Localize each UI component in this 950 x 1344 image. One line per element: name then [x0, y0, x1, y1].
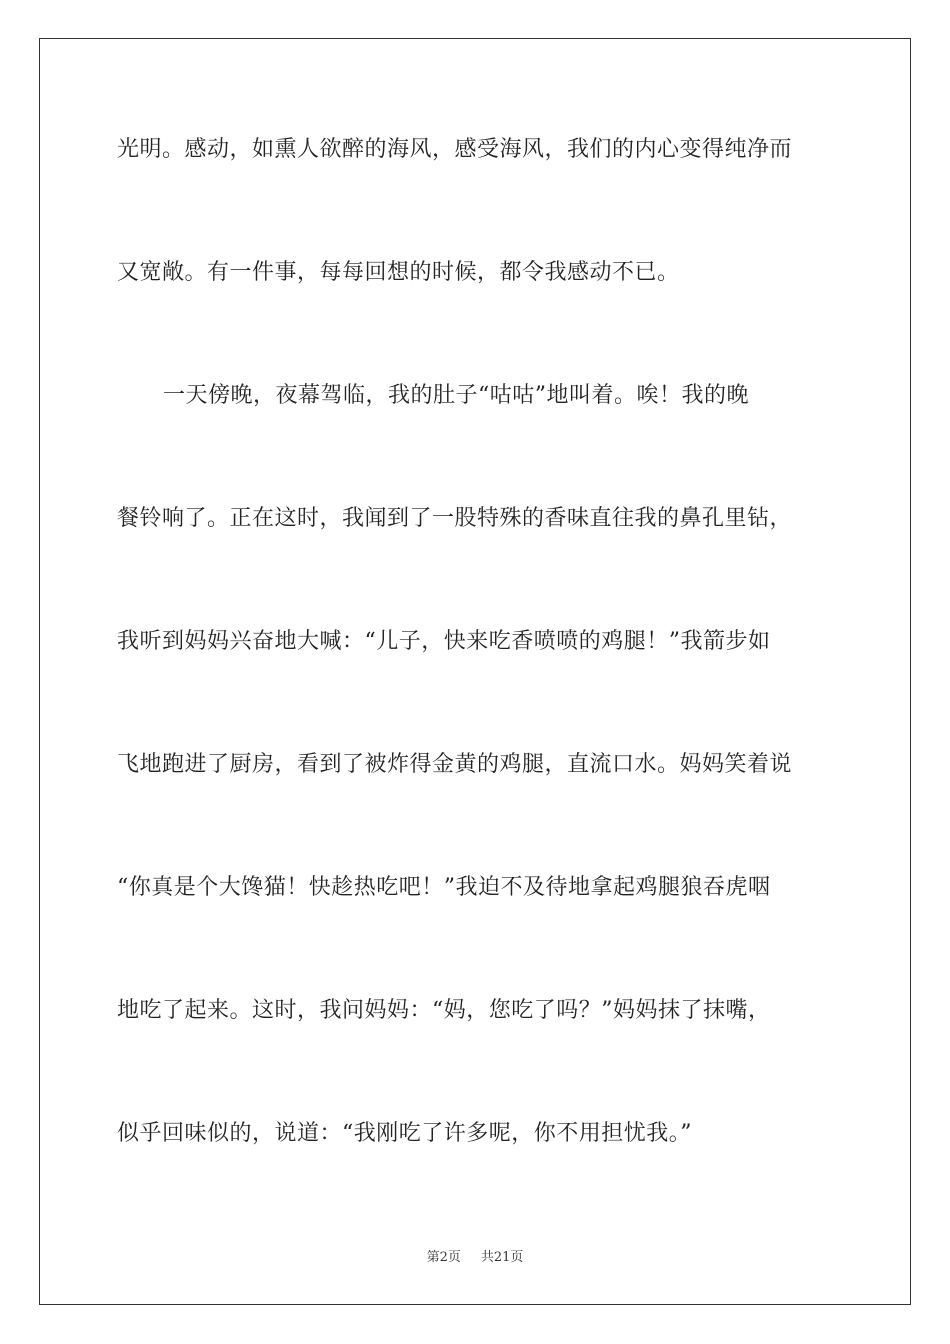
text-line-1: 光明。感动，如熏人欲醉的海风，感受海风，我们的内心变得纯净而 — [117, 137, 793, 162]
text-line-6: 飞地跑进了厨房，看到了被炸得金黄的鸡腿，直流口水。妈妈笑着说 — [117, 752, 793, 777]
text-line-4: 餐铃响了。正在这时，我闻到了一股特殊的香味直往我的鼻孔里钻， — [117, 506, 793, 531]
text-line-8: 地吃了起来。这时，我问妈妈：“妈，您吃了吗？”妈妈抹了抹嘴， — [117, 998, 771, 1023]
text-line-9: 似乎回味似的，说道：“我刚吃了许多呢，你不用担忧我。” — [117, 1121, 692, 1146]
text-line-5: 我听到妈妈兴奋地大喊：“儿子，快来吃香喷喷的鸡腿！”我箭步如 — [117, 629, 771, 654]
page-footer — [0, 1246, 950, 1265]
text-line-2: 又宽敞。有一件事，每每回想的时候，都令我感动不已。 — [117, 260, 680, 285]
document-body — [117, 128, 837, 1235]
page-number: 第2页 — [426, 1250, 461, 1265]
page-total: 共21页 — [480, 1250, 524, 1265]
text-line-7: “你真是个大馋猫！快趁热吃吧！”我迫不及待地拿起鸡腿狼吞虎咽 — [117, 875, 771, 900]
text-line-3-paragraph-start: 一天傍晚，夜幕驾临，我的肚子“咕咕”地叫着。唉！我的晚 — [163, 383, 749, 408]
